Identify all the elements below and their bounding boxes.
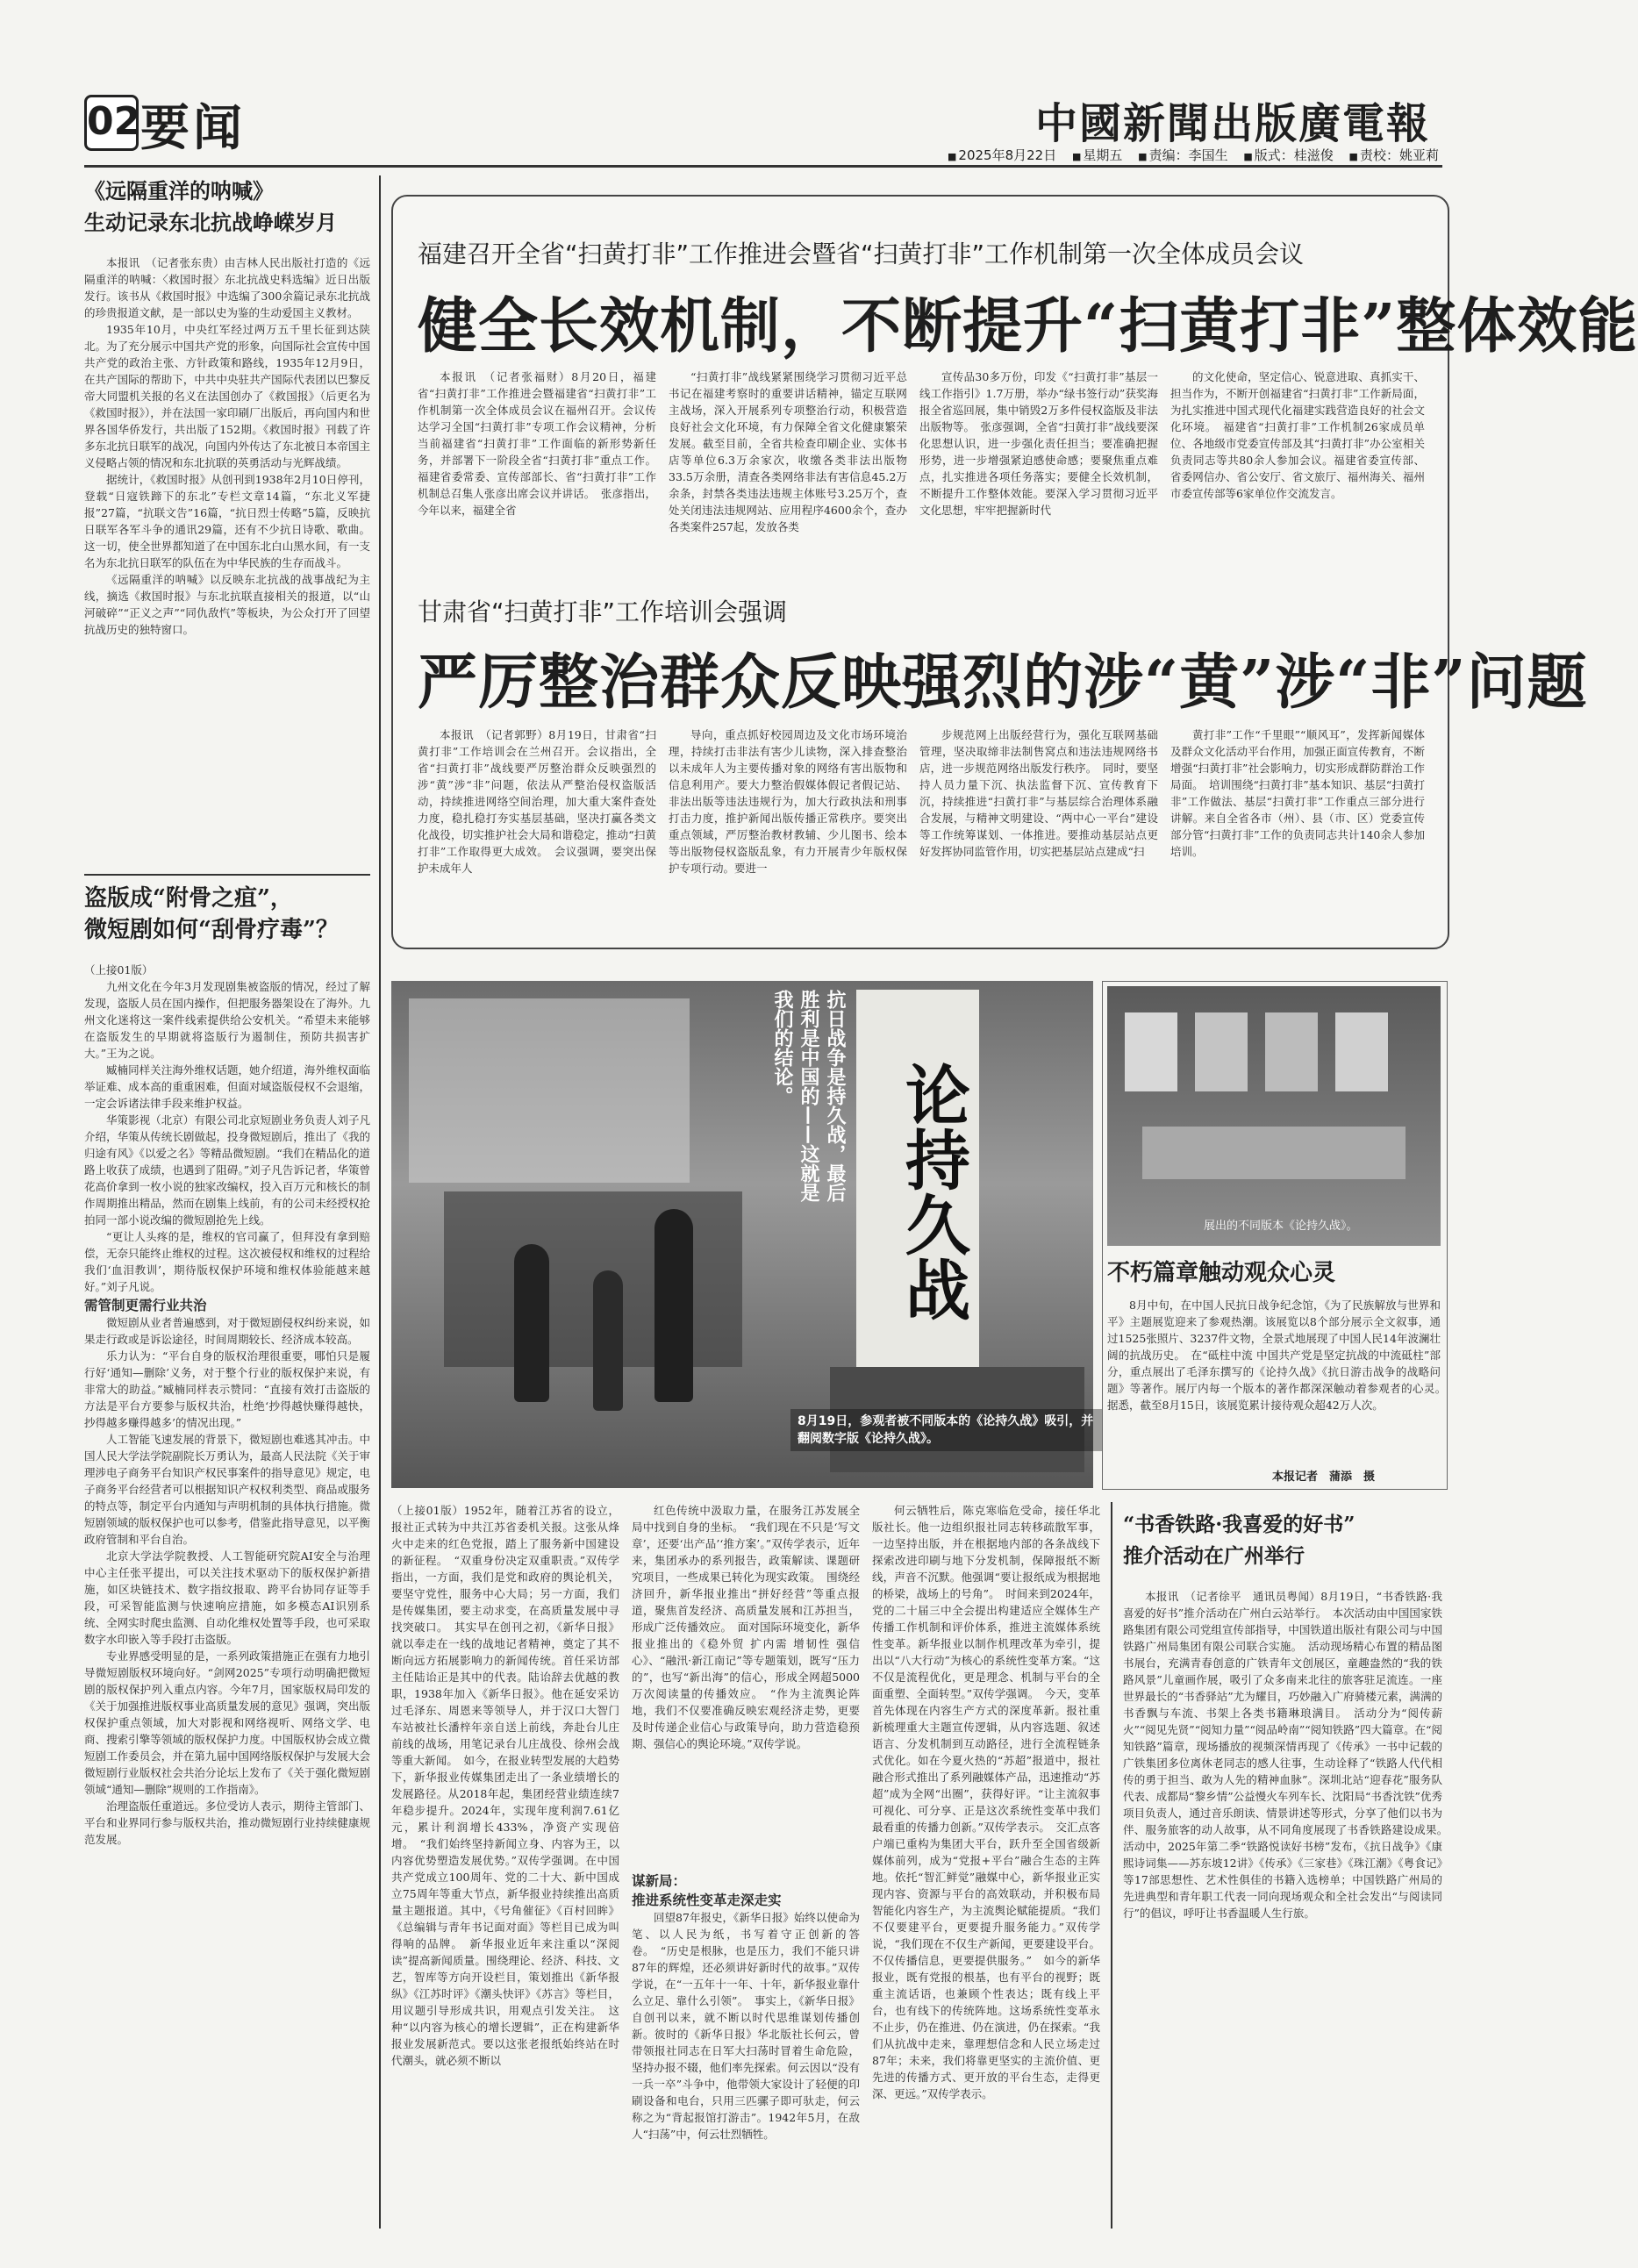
paragraph: 本报讯 （记者张东贵）由吉林人民出版社打造的《远隔重洋的呐喊：〈救国时报〉东北抗战史料选编》近日出版发行。该书从《救国时报》中选编了300余篇记录东北抗战的珍贵报道文献，是一部以史为鉴的生动爱国主义教材。 <box>84 256 370 319</box>
story2-col-1 <box>418 726 656 934</box>
article-title: “书香铁路·我喜爱的好书” <box>1123 1513 1355 1536</box>
paragraph: 专业界感受明显的是，一系列政策措施正在强有力地引导微短剧版权环境向好。“剑网2025”专项行动明确把微短剧的版权保护列入重点内容。今年7月，国家版权局印发的《关于加强推进版权事业高质量发展的意见》强调，突出版权保护重点领域，加大对影视和网络视听、网络文学、电商、搜索引擎等领域的版权保护力度。中国版权协会成立微短剧工作委员会，并在第九届中国网络版权保护与发展大会微短剧行业版权社会共治分论坛上发布了《关于强化微短剧领域“通知—删除”规则的工作指南》。 <box>84 1649 370 1796</box>
left-article-1 <box>84 175 370 239</box>
story2-headline: 严厉整治群众反映强烈的涉“黄”涉“非”问题 <box>418 647 1588 718</box>
paragraph: 的文化使命，坚定信心、锐意进取、真抓实干、担当作为，不断开创福建省“扫黄打非”工作新局面，为扎实推进中国式现代化福建实践营造良好的社会文化环境。 福建省“扫黄打非”工作机制26家成员单位、各地级市党委宣传部及其“扫黄打非”办公室相关负责同志等共80余人参加会议。福建省委宣传部、省委网信办、省公安厅、省文旅厅、福州海关、福州市委宣传部等6家单位作交流发言。 <box>1170 370 1425 500</box>
masthead-rule <box>84 165 1442 168</box>
cont-col-1 <box>391 1502 619 2229</box>
paragraph: 人工智能飞速发展的背景下，微短剧也难逃其冲击。中国人民大学法学院副院长万勇认为，最高人民法院《关于审理涉电子商务平台知识产权民事案件的指导意见》规定，电子商务平台经营者可以根据知识产权权利类型、商品或服务的特点等，制定平台内通知与声明机制的具体执行措施。微短剧领域的版权保护也可以参考，借鉴此指导意见，以平衡政府管制和平台自治。 <box>84 1433 370 1546</box>
inset-caption: 展出的不同版本《论持久战》。 <box>1204 1220 1358 1233</box>
divider <box>84 874 370 876</box>
paragraph: 据统计，《救国时报》从创刊到1938年2月10日停刊，登载“日寇铁蹄下的东北”专栏文章14篇，“东北义军捷报”27篇，“抗联文告”16篇，“抗日烈士传略”5篇，反映抗日联军各军斗争的通讯29篇，还有不少抗日诗歌、歌曲。这一切，使全世界都知道了在中国东北白山黑水间，有一支名为东北抗日联军的队伍在为中华民族的生存而战斗。 <box>84 473 370 569</box>
paragraph: 乐力认为：“平台自身的版权治理很重要，哪怕只是履行好‘通知—删除’义务，对于整个行业的版权保护来说，有非常大的助益。”臧楠同样表示赞同：“直接有效打击盗版的方法是平台方要参与版权共治，杜绝‘抄得越快赚得越快，抄得越多赚得越多’的情况出现。” <box>84 1349 370 1429</box>
paragraph: 臧楠同样关注海外维权话题，她介绍道，海外维权面临举证难、成本高的重重困难，但面对域盗版侵权不会退缩，一定会诉诸法律手段来维护权益。 <box>84 1063 370 1110</box>
paragraph: 微短剧从业者普遍感到，对于微短剧侵权纠纷来说，如果走行政或是诉讼途径，时间周期较长、经济成本较高。 <box>84 1316 370 1346</box>
paragraph: 本报讯 （记者张福财）8月20日，福建省“扫黄打非”工作推进会暨福建省“扫黄打非”工作机制第一次全体成员会议在福州召开。会议传达学习全国“扫黄打非”专项工作会议精神，分析当前福建省“扫黄打非”工作面临的新形势新任务，并部署下一阶段全省“扫黄打非”重点工作。福建省委常委、宣传部部长、省“扫黄打非”工作机制总召集人张彦出席会议并讲话。 张彦指出，今年以来，福建全省 <box>418 370 656 517</box>
cont-col-2 <box>632 1502 860 2229</box>
paragraph: “更让人头疼的是，维权的官司赢了，但拜没有拿到赔偿，无奈只能终止维权的过程。这次被侵权和维权的过程给我们‘血泪教训’，期待版权保护环境和维权体验能越来越好。”刘子凡说。 <box>84 1230 370 1293</box>
paragraph: “扫黄打非”战线紧紧围绕学习贯彻习近平总书记在福建考察时的重要讲话精神，锚定互联网主战场，深入开展系列专项整治行动，积极营造良好社会文化环境，有力保障全省文化健康繁荣发展。截至目前，全省共检查印刷企业、实体书店等单位6.3万余家次，收缴各类非法出版物33.5万余册，清查各类网络非法有害信息45.2万余条，封禁各类违法违规主体账号3.25万个，查处关闭违法违规网站、应用程序4600余个，查办各类案件257起，发放各类 <box>669 370 907 533</box>
paragraph: 《远隔重洋的呐喊》以反映东北抗战的战事战纪为主线，摘选《救国时报》与东北抗联直接相关的报道，以“山河破碎”“正义之声”“同仇敌忾”等板块，为公众打开了回望抗战历史的独特窗口。 <box>84 573 370 636</box>
exhibition-photo <box>391 981 1093 1488</box>
photo-wall <box>409 998 690 1183</box>
paragraph: 8月中旬，在中国人民抗日战争纪念馆，《为了民族解放与世界和平》主题展览迎来了参观热潮。该展览以8个部分展示全文叙事，通过1525张照片、3237件文物，全景式地展现了中国人民14年波澜壮阔的抗战历史。 在“砥柱中流 中国共产党是坚定抗战的中流砥柱”部分，重点展出了毛泽东撰写的《论持久战》《抗日游击战争的战略问题》等著作。展厅内每一个版本的著作都深深触动着参观者的心灵。 据悉，截至8月15日，该展览累计接待观众超42万人次。 <box>1107 1299 1452 1412</box>
subheading: 推进系统性变革走深走实 <box>632 1892 782 1908</box>
left-article-1-body <box>84 254 370 869</box>
book-cover <box>1125 1012 1177 1091</box>
subheading: 谋新局： <box>632 1873 687 1889</box>
article-title: 《远隔重洋的呐喊》 <box>84 178 274 204</box>
story1-col-4 <box>1170 368 1425 570</box>
paragraph: 九州文化在今年3月发现剧集被盗版的情况，经过了解发现，盗版人员在国内操作，但把服务器架设在了海外。九州文化迷将这一案件线索提供给公安机关。“希望未来能够在盗版发生的早期就将盗版行为遏制住，预防共损害扩大。”王为之说。 <box>84 980 370 1060</box>
story2-col-2 <box>669 726 907 934</box>
photo-story-body <box>1107 1297 1452 1463</box>
visitor-figure <box>593 1270 623 1411</box>
newspaper-name: 中國新聞出版廣電報 <box>1034 99 1430 148</box>
story1-headline: 健全长效机制，不断提升“扫黄打非”整体效能 <box>418 291 1638 361</box>
paragraph: 治理盗版任重道远。多位受访人表示，期待主管部门、平台和业界同行参与版权共治，推动微短剧行业持续健康规范发展。 <box>84 1799 370 1846</box>
right-article-body <box>1123 1588 1454 2229</box>
page-number: 02 <box>84 95 139 151</box>
paragraph: 导向，重点抓好校园周边及文化市场环境治理，持续打击非法有害少儿读物，深入排查整治以未成年人为主要传播对象的网络有害出版物和信息利用产。要大力整治假媒体假记者假记站、非法出版等违法违规行为，加大行政执法和刑事打击力度，推护新闻出版传播正常秩序。要突出重点领域，严厉整治教材教辅、少儿图书、绘本等出版物侵权盗版乱象，有力开展青少年版权保护专项行动。要进一 <box>669 728 907 875</box>
column-rule <box>1111 1502 1112 2229</box>
story2-col-4 <box>1170 726 1425 934</box>
article-title: 盗版成“附骨之疽”， <box>84 885 293 912</box>
paragraph: 1935年10月，中央红军经过两万五千里长征到达陕北。为了充分展示中国共产党的形象，向国际社会宣传中国共产党的政治主张、方针政策和路线，1935年12月9日，在共产国际的帮助下，中共中央驻共产国际代表团以巴黎反帝大同盟机关报的名义在法国创办了《救国报》（后更名为《救国时报》），并在法国一家印刷厂出版后，再向国内和世界各国华侨发行，共出版了152期。《救国时报》刊载了许多东北抗日联军的战况，向国内外传达了东北被日本帝国主义侵略占领的情况和东北抗联的英勇活动与光辉战绩。 <box>84 323 370 469</box>
paragraph: 宣传品30多万份，印发《“扫黄打非”基层一线工作指引》1.7万册，举办“绿书签行动”获奖海报全省巡回展，集中销毁2万多件侵权盗版及非法出版物等。 张彦强调，全省“扫黄打非”战线要深化思想认识，进一步强化责任担当；要准确把握形势，进一步增强紧迫感使命感；要聚焦重点难点，扎实推进各项任务落实；要健全长效机制，不断提升工作整体效能。要深入学习贯彻习近平文化思想，牢牢把握新时代 <box>919 370 1158 517</box>
story1-col-2 <box>669 368 907 570</box>
editor-credit: ■ 责编：李国生 <box>1138 146 1227 164</box>
cont-col-3 <box>872 1502 1100 2229</box>
paragraph: 本报讯 （记者郭野）8月19日，甘肃省“扫黄打非”工作培训会在兰州召开。会议指出，全省“扫黄打非”战线要严厉整治群众反映强烈的涉“黄”涉“非”问题，依法从严整治侵权盗版活动，持续推进网络空间治理，加大重大案件查处力度，稳扎稳打夯实基层基础，坚决打赢各类文化战役，切实推护社会大局和谐稳定，推动“扫黄打非”工作取得更大成效。 会议强调，要突出保护未成年人 <box>418 728 656 875</box>
paragraph: 红色传统中汲取力量，在服务江苏发展全局中找到自身的坐标。 “我们现在不只是‘写文章’，还要‘出产品’‘推方案’。”双传学表示，近年来，集团承办的系列报告，政策解读、课题研究项目，一些成果已转化为现实政策。 围绕经济回升，新华报业推出“拼好经营”等重点报道，聚焦首发经济、高质量发展和江苏担当，形成广泛传播效应。 面对国际环境变化，新华报业推出的《稳外贸 扩内需 增韧性 强信心》、“融汛·新江南记”等专题策划，既写“压力的”，也写“新出海”的信心，形成全网超5000万次阅读量的传播效应。 “作为主流舆论阵地，我们不仅要准确反映宏观经济走势，更要及时传递企业信心与政策导向，助力营造稳预期、强信心的舆论环境。”双传学说。 <box>632 1504 860 1750</box>
right-article <box>1123 1509 1442 1572</box>
story1-col-3 <box>919 368 1158 570</box>
story1-kicker: 福建召开全省“扫黄打非”工作推进会暨省“扫黄打非”工作机制第一次全体成员会议 <box>418 240 1305 268</box>
article-title: 微短剧如何“刮骨疗毒”？ <box>84 917 339 943</box>
visitor-figure <box>514 1244 549 1402</box>
book-display <box>1142 1127 1406 1179</box>
visitor-figure <box>654 1209 693 1402</box>
column-rule <box>379 175 381 2229</box>
subheading: 需管制更需行业共治 <box>84 1298 207 1313</box>
issue-date: ■ 2025年8月22日 <box>948 146 1056 164</box>
paragraph: 本报讯 （记者徐平 通讯员粤闻）8月19日，“书香铁路·我喜爱的好书”推介活动在广州白云站举行。 本次活动由中国国家铁路集团有限公司党组宣传部指导，中国铁道出版社有限公司与中国铁路广州局集团有限公司联合实施。 活动现场精心布置的精品图书展台，充满青春创意的广铁青年文创展区，童趣盎然的“我的铁路风景”儿童画作展，吸引了众多南来北往的旅客驻足流连。一座世界最长的“书香驿站”尤为耀目，巧妙融入广府骑楼元素，满满的书香飘与车流、书架上各类书籍琳琅满目。 活动分为“阅传薪火”“阅见先贤”“阅知力量”“阅品岭南”“阅知铁路”四大篇章。在“阅知铁路”篇章，现场播放的视频深情再现了《传承》一书中记载的广铁集团多位离休老同志的感人往事，生动诠释了“铁路人代代相传的勇于担当、敢为人先的精神血脉”。深圳北站“迎春花”服务队代表、成都局“黎乡情”公益慢火车列车长、沈阳局“书香沈铁”优秀项目负责人，通过音乐朗读、情景讲述等形式，分享了他们以书为伴、服务旅客的动人故事，从不同角度展现了书香铁路建设成果。 活动中，2025年第二季“铁路悦读好书榜”发布，《抗日战争》《康熙诗词集——苏东坡12讲》《传承》《三家巷》《珠江潮》《粤食记》等17部思想性、艺术性俱佳的书籍入选榜单；中国铁路广州局的先进典型和青年职工代表一同向现场观众和全社会发出“与阅读同行”的倡议，呼吁让书香温暖人生行旅。 <box>1123 1590 1454 1920</box>
wall-quote: 抗日战争是持久战，最后胜利是中国的——这就是我们的结论。 <box>771 990 846 1202</box>
article-title: 生动记录东北抗战峥嵘岁月 <box>84 210 337 235</box>
issue-weekday: ■ 星期五 <box>1072 146 1122 164</box>
story1-col-1 <box>418 368 656 570</box>
paragraph: 回望87年报史，《新华日报》始终以使命为笔、以人民为纸，书写着守正创新的答卷。 “历史是根脉，也是压力，我们不能只讲87年的辉煌，还必须讲好新时代的故事。”双传学说，在“一五年十一年、十年，新华报业靠什么立足、靠什么引领”。 事实上，《新华日报》自创刊以来，就不断以时代思维谋划传播创新。彼时的《新华日报》华北版社长何云，曾带领报社同志在日军大扫荡时冒着生命危险，坚持办报不辍，他们率先探索。何云因以“没有一兵一卒”斗争中，他带领大家设计了轻便的印刷设备和电台，只用三匹骡子即可驮走，何云称之为“背起报馆打游击”。1942年5月，在敌人“扫荡”中，何云壮烈牺牲。 <box>632 1911 860 2141</box>
story2-kicker: 甘肃省“扫黄打非”工作培训会强调 <box>418 597 788 626</box>
paragraph: 华策影视（北京）有限公司北京短剧业务负责人刘子凡介绍，华策从传统长剧做起，投身微短剧后，推出了《我的归途有风》《以爱之名》等精品微短剧。“我们在精品化的道路上收获了成绩，也遇到了阻碍。”刘子凡告诉记者，华策曾花高价拿到一枚小说的独家改编权，投入百万元和核长的制作周期推出精品，然而在剧集上线前，有的公司未经授权抢拍同一部小说改编的微短剧抢先上线。 <box>84 1113 370 1227</box>
left-article-2 <box>84 883 370 946</box>
books-photo <box>1107 986 1441 1246</box>
issue-meta <box>948 146 1439 164</box>
paragraph: 何云牺牲后，陈克寒临危受命，接任华北版社长。他一边组织报社同志转移疏散军事，一边坚持出版，并在根据地内部的各条战线下探索改进印刷与地下分发机制，保障报纸不断线，声音不沉默。他强调“要让报纸成为根据地的桥梁，战场上的号角”。 时间来到2024年，党的二十届三中全会提出构建适应全媒体生产传播工作机制和评价体系，推进主流媒体系统性变革。新华报业以制作机理改革为牵引，提出以“八大行动”为核心的系统性变革方案。“这不仅是流程优化，更是理念、机制与平台的全面重塑、全面转型。”双传学强调。 今天，变革首先体现在内容生产方式的深度革新。报社重新梳理重大主题宣传逻辑，从内容选题、叙述语言、分发机制到互动路径，进行全流程链条式优化。如在今夏火热的“苏超”报道中，报社融合形式推出了系列融媒体产品，迅速推动“苏超”成为全网“出圈”，获得好评。“让主流叙事可视化、可分享、正是这次系统性变革中我们最看重的传播力创新。”双传学表示。 交汇点客户端已重构为集团大平台，跃升至全国省级新媒体前列，成为“党报+平台”融合生态的主阵地。依托“智汇鲜觉”融媒中心，新华报业正实现内容、资源与平台的高效联动，并积极布局智能化内容生产，为主流舆论赋能提质。“我们不仅要建平台，更要提升服务能力。”双传学说，“我们现在不仅生产新闻，更要建设平台。不仅传播信息，更要提供服务。” 如今的新华报业，既有党报的根基，也有平台的视野；既重主流话语，也兼顾个性表达；既有线上平台，也有线下的传统阵地。这场系统性变革永不止步，仍在推进、仍在演进，仍在探索。“我们从抗战中走来，靠理想信念和人民立场走过87年；未来，我们将靠更坚实的主流价值、更先进的传播方式、更开放的平台生态，走得更深、更远。”双传学表示。 <box>872 1504 1100 2100</box>
calligraphy: 论持久战 <box>856 990 979 1376</box>
story2-col-3 <box>919 726 1158 934</box>
photo-story-title: 不朽篇章触动观众心灵 <box>1107 1260 1336 1286</box>
photo-byline: 本报记者 蒲添 摄 <box>1272 1470 1376 1484</box>
paragraph: 步规范网上出版经营行为，强化互联网基础管理，坚决取缔非法制售窝点和违法违规网络书店，进一步规范网络出版发行秩序。 同时，要坚持人员力量下沉、执法监督下沉、宣传教育下沉，持续推进“扫黄打非”与基层综合治理体系融合发展，与精神文明建设、“两中心一平台”建设等工作统筹谋划、一体推进。要推动基层站点更好发挥协同监管作用，切实把基层站点建成“扫 <box>919 728 1158 858</box>
continued-from: （上接01版） <box>84 963 154 977</box>
layout-credit: ■ 版式：桂滋俊 <box>1243 146 1333 164</box>
proof-credit: ■ 责校：姚亚莉 <box>1349 146 1439 164</box>
paragraph: 北京大学法学院教授、人工智能研究院AI安全与治理中心主任张平提出，可以关注技术驱动下的版权保护新措施，如区块链技术、数字指纹报取、跨平台协同存证等手段，可采智能监测与快速响应措施，如多模态AI识别系统、全网实时爬虫监测、自动化维权处置等手段，也可采取数字水印嵌入等手段打击盗版。 <box>84 1549 370 1646</box>
book-cover <box>1335 1012 1388 1091</box>
photo-caption: 8月19日，参观者被不同版本的《论持久战》吸引，并翻阅数字版《论持久战》。 <box>790 1409 1103 1451</box>
paragraph: 黄打非”工作“千里眼”“顺风耳”，发挥新闻媒体及群众文化活动平台作用，加强正面宣传教育，不断增强“扫黄打非”社会影响力，切实形成群防群治工作局面。 培训围绕“扫黄打非”基本知识、基层“扫黄打非”工作做法、基层“扫黄打非”工作重点三部分进行讲解。来自全省各市（州）、县（市、区）党委宣传部分管“扫黄打非”工作的负责同志共计140余人参加培训。 <box>1170 728 1425 858</box>
paragraph: （上接01版）1952年，随着江苏省的设立，报社正式转为中共江苏省委机关报。这张从烽火中走来的红色党报，踏上了服务新中国建设的新征程。 “双重身份决定双重职责。”双传学指出，一方面，我们是党和政府的舆论机关，要坚守党性，服务中心大局；另一方面，我们是传媒集团，要主动求变，在高质量发展中寻找突破口。 其实早在创刊之初，《新华日报》就以奉走在一线的战地记者精神，奠定了其不断向远方拓展影响力的新闻传统。首任采访部主任陆诒正是其中的代表。陆诒辞去优越的教职，1938年加入《新华日报》。他在延安采访过毛泽东、周恩来等领导人，并于汉口大智门车站被社长潘梓年亲自送上前线，奔赴台儿庄前线的战场，用笔记录台儿庄战役、徐州会战等重大新闻。 如今，在报业转型发展的大趋势下，新华报业传媒集团走出了一条业绩增长的发展路径。从2018年起，集团经营业绩连续7年稳步提升。2024年，实现年度利润7.61亿元，累计利润增长433%，净资产实现倍增。 “我们始终坚持新闻立身、内容为王，以内容优势塑造发展优势。”双传学强调。在中国共产党成立100周年、党的二十大、新中国成立75周年等重大节点，新华报业持续推出高质量主题报道。其中，《号角催征》《百村回眸》《总编辑与青年书记面对面》等栏目已成为叫得响的品牌。 新华报业近年来注重以“深阅读”提高新闻质量。围绕理论、经济、科技、文艺，智库等方向开设栏目，策划推出《新华报纵》《江苏时评》《潮头快评》《苏言》等栏目，用议题引导形成共识，用观点引发关注。 这种“以内容为核心的增长逻辑”，正在构建新华报业发展新范式。要以这张老报纸始终站在时代潮头，就必须不断以 <box>391 1504 619 2067</box>
left-article-2-body <box>84 962 370 2225</box>
article-title: 推介活动在广州举行 <box>1123 1544 1305 1568</box>
book-cover <box>1195 1012 1248 1091</box>
book-cover <box>1265 1012 1318 1091</box>
section-title: 要闻 <box>140 100 246 157</box>
